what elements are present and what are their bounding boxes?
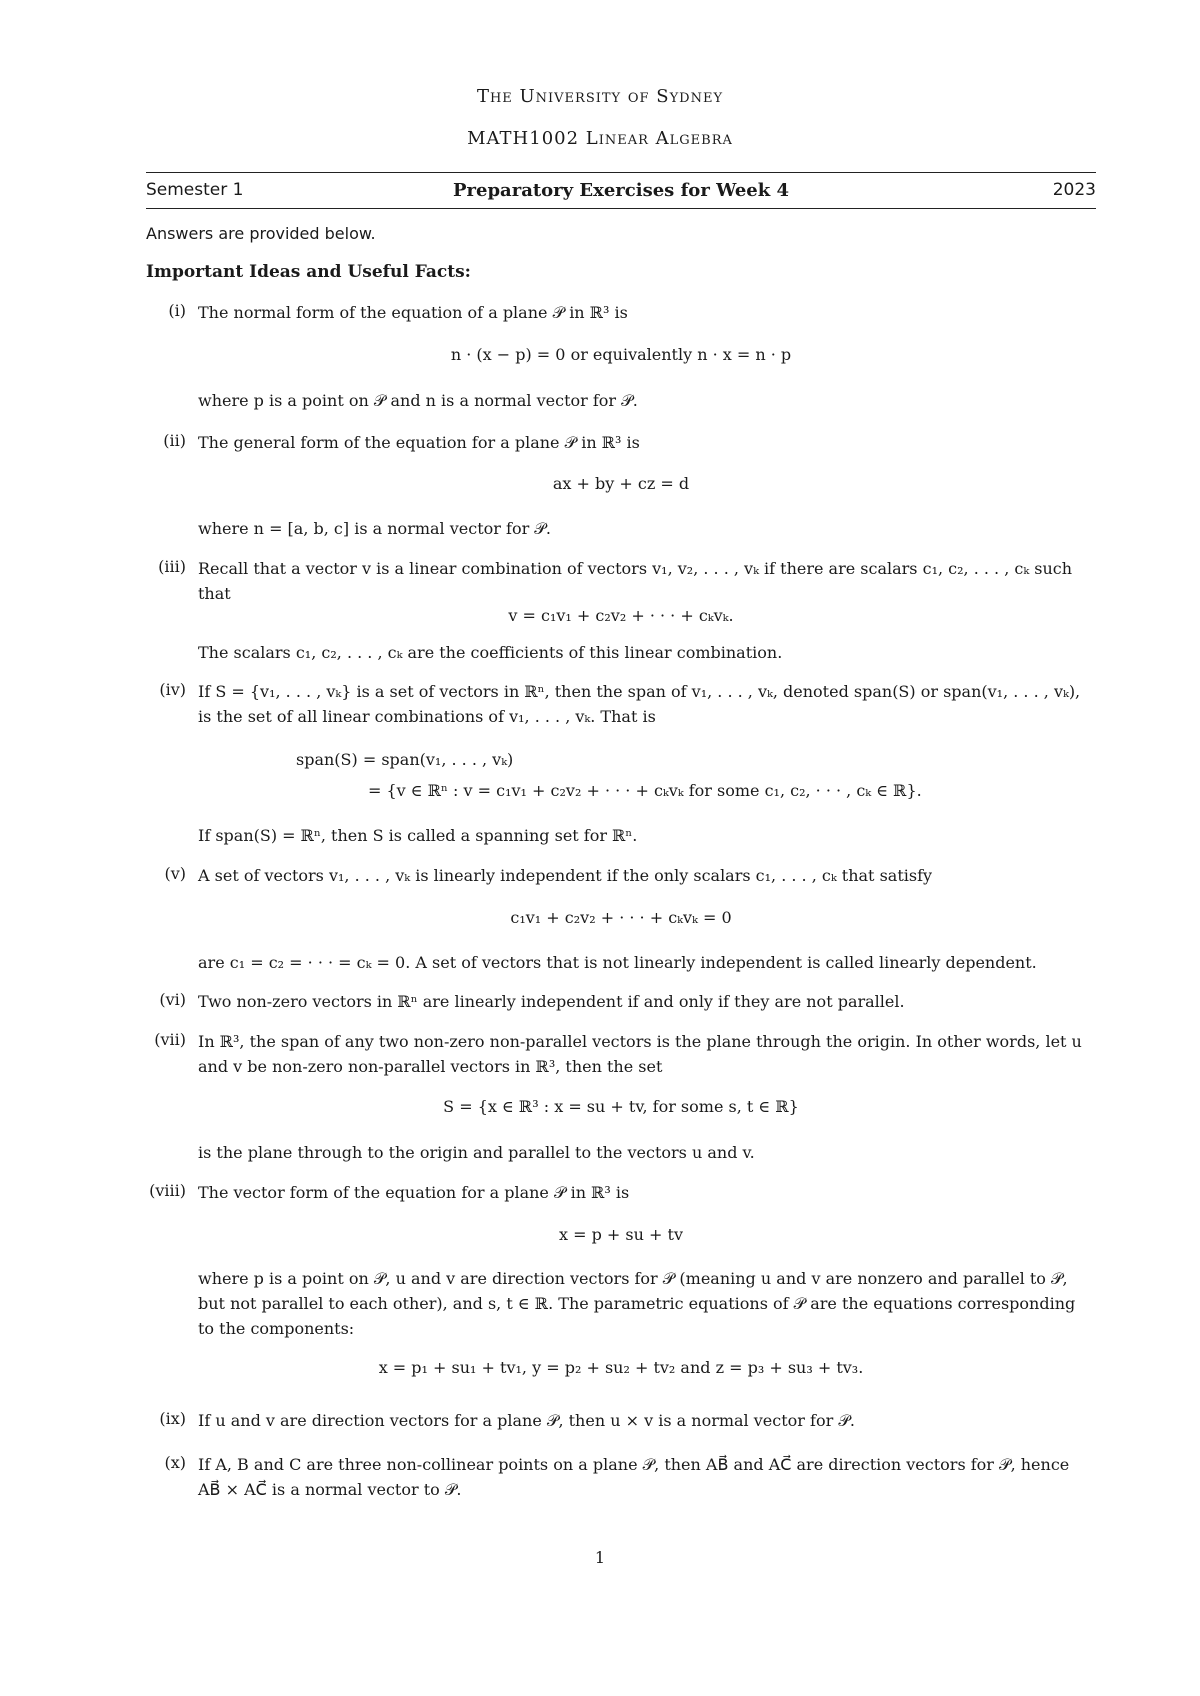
intro-text: Answers are provided below. bbox=[146, 224, 376, 243]
item-text: The general form of the equation for a plane 𝒫 in ℝ³ is bbox=[198, 433, 640, 452]
item-number: (ii) bbox=[163, 431, 186, 450]
item-text: If A, B and C are three non-collinear points on a plane 𝒫, then AB⃗ and AC⃗ are direction vectors for 𝒫, hence AB⃗ × AC⃗ is a normal vector to 𝒫. bbox=[198, 1455, 1070, 1499]
item-text-after: where n = [a, b, c] is a normal vector for 𝒫. bbox=[198, 519, 551, 538]
item-number: (ix) bbox=[159, 1409, 186, 1428]
course-title: MATH1002 Linear Algebra bbox=[467, 128, 733, 149]
item-number: (vi) bbox=[159, 990, 186, 1009]
equation: v = c₁v₁ + c₂v₂ + · · · + cₖvₖ. bbox=[508, 606, 734, 625]
semester-label: Semester 1 bbox=[146, 180, 244, 200]
sheet-title: Preparatory Exercises for Week 4 bbox=[453, 180, 789, 201]
item-number: (x) bbox=[164, 1453, 186, 1472]
item-text: If u and v are direction vectors for a plane 𝒫, then u × v is a normal vector for 𝒫. bbox=[198, 1411, 855, 1430]
header-top-rule bbox=[146, 172, 1096, 173]
header-bottom-rule bbox=[146, 208, 1096, 209]
item-number: (iii) bbox=[158, 557, 186, 576]
item-number: (iv) bbox=[159, 680, 186, 699]
section-heading: Important Ideas and Useful Facts: bbox=[146, 262, 471, 282]
university-name: The University of Sydney bbox=[476, 86, 724, 107]
item-text: The normal form of the equation of a plane 𝒫 in ℝ³ is bbox=[198, 303, 628, 322]
equation: ax + by + cz = d bbox=[552, 474, 690, 493]
item-text: Two non-zero vectors in ℝⁿ are linearly independent if and only if they are not parallel. bbox=[198, 992, 905, 1011]
parametric-equations: x = p₁ + su₁ + tv₁, y = p₂ + su₂ + tv₂ and z = p₃ + su₃ + tv₃. bbox=[378, 1358, 864, 1377]
equation-line-2: = {v ∈ ℝⁿ : v = c₁v₁ + c₂v₂ + · · · + cₖvₖ for some c₁, c₂, · · · , cₖ ∈ ℝ}. bbox=[368, 781, 922, 800]
item-number: (i) bbox=[168, 301, 186, 320]
item-text-after: where p is a point on 𝒫, u and v are direction vectors for 𝒫 (meaning u and v are nonzero and parallel to 𝒫, but not parallel to each other), and s, t ∈ ℝ. The parametric equations of 𝒫 are the equations corresponding to the components: bbox=[198, 1269, 1076, 1338]
item-text-after: is the plane through to the origin and parallel to the vectors u and v. bbox=[198, 1143, 755, 1162]
item-text-after: The scalars c₁, c₂, . . . , cₖ are the coefficients of this linear combination. bbox=[198, 643, 783, 662]
year-label: 2023 bbox=[1052, 180, 1096, 200]
equation: S = {x ∈ ℝ³ : x = su + tv, for some s, t ∈ ℝ} bbox=[443, 1097, 799, 1116]
item-text: Recall that a vector v is a linear combination of vectors v₁, v₂, . . . , vₖ if there are scalars c₁, c₂, . . . , cₖ such that bbox=[198, 559, 1073, 603]
item-text: If S = {v₁, . . . , vₖ} is a set of vectors in ℝⁿ, then the span of v₁, . . . , vₖ, denoted span(S) or span(v₁, . . . , vₖ), is the set of all linear combinations of v₁, . . . , vₖ. That is bbox=[198, 682, 1081, 726]
item-text-after: If span(S) = ℝⁿ, then S is called a spanning set for ℝⁿ. bbox=[198, 826, 638, 845]
item-text-after: are c₁ = c₂ = · · · = cₖ = 0. A set of vectors that is not linearly independent is called linearly dependent. bbox=[198, 953, 1037, 972]
equation: c₁v₁ + c₂v₂ + · · · + cₖvₖ = 0 bbox=[510, 908, 732, 927]
equation: x = p + su + tv bbox=[559, 1225, 683, 1244]
equation: n · (x − p) = 0 or equivalently n · x = n · p bbox=[450, 345, 792, 364]
item-number: (v) bbox=[164, 864, 186, 883]
equation-line-1: span(S) = span(v₁, . . . , vₖ) bbox=[296, 750, 514, 769]
page-number: 1 bbox=[594, 1548, 606, 1567]
item-text: A set of vectors v₁, . . . , vₖ is linearly independent if the only scalars c₁, . . . , cₖ that satisfy bbox=[198, 866, 933, 885]
item-number: (viii) bbox=[149, 1181, 186, 1200]
item-number: (vii) bbox=[154, 1030, 186, 1049]
item-text: The vector form of the equation for a plane 𝒫 in ℝ³ is bbox=[198, 1183, 630, 1202]
item-text-after: where p is a point on 𝒫 and n is a normal vector for 𝒫. bbox=[198, 391, 638, 410]
item-text: In ℝ³, the span of any two non-zero non-parallel vectors is the plane through the origin. In other words, let u and v be non-zero non-parallel vectors in ℝ³, then the set bbox=[198, 1032, 1082, 1076]
